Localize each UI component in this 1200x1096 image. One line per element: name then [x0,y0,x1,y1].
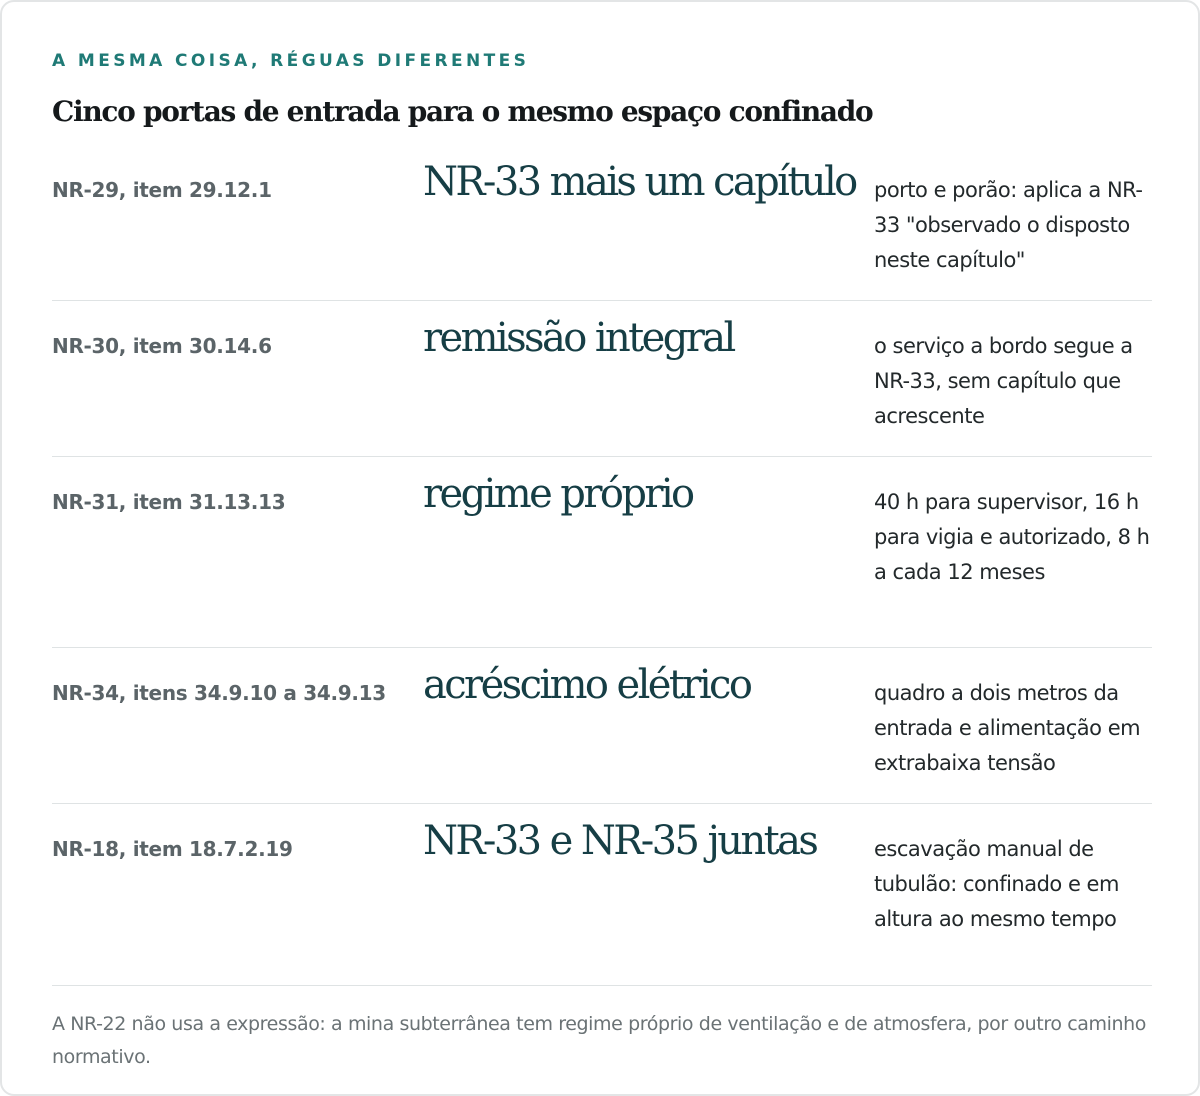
regulation-reference: NR-30, item 30.14.6 [52,334,272,358]
section-eyebrow: A MESMA COISA, RÉGUAS DIFERENTES [52,51,530,71]
regulation-list [52,145,1152,986]
regulation-row-nr29 [52,145,1152,301]
regulation-description: 40 h para supervisor, 16 h para vigia e autorizado, 8 h a cada 12 meses [874,490,1150,584]
regulation-row-nr18 [52,804,1152,986]
regulation-description: quadro a dois metros da entrada e alimentação em extrabaixa tensão [874,681,1141,775]
regulation-headline: NR-33 mais um capítulo [423,159,856,205]
regulation-reference: NR-18, item 18.7.2.19 [52,837,293,861]
regulation-description: escavação manual de tubulão: confinado e em altura ao mesmo tempo [874,837,1119,931]
regulation-row-nr34 [52,648,1152,804]
regulation-description: porto e porão: aplica a NR-33 "observado o disposto neste capítulo" [874,178,1143,272]
regulation-reference: NR-31, item 31.13.13 [52,490,286,514]
regulation-reference: NR-29, item 29.12.1 [52,178,272,202]
regulation-headline: regime próprio [423,471,693,517]
regulation-reference: NR-34, itens 34.9.10 a 34.9.13 [52,681,386,705]
regulation-headline: remissão integral [423,315,734,361]
regulation-description: o serviço a bordo segue a NR-33, sem capítulo que acrescente [874,334,1133,428]
regulation-row-nr30 [52,301,1152,457]
regulation-row-nr31 [52,457,1152,648]
regulation-headline: NR-33 e NR-35 juntas [423,818,817,864]
footer-note: A NR-22 não usa a expressão: a mina subterrânea tem regime próprio de ventilação e de atmosfera, por outro caminho normativo. [52,1013,1147,1068]
page-title: Cinco portas de entrada para o mesmo espaço confinado [52,95,873,128]
regulation-headline: acréscimo elétrico [423,662,751,708]
